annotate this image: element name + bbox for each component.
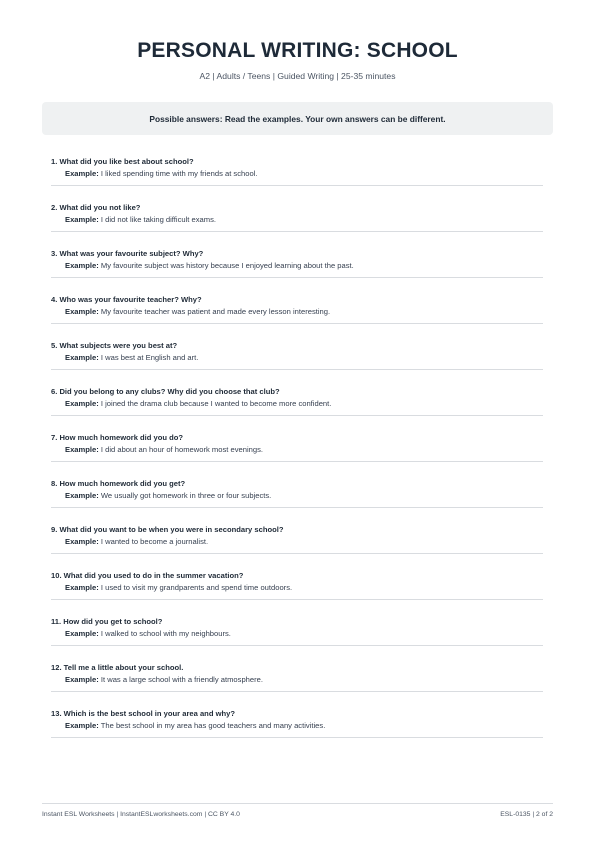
example-answer <box>65 583 292 592</box>
page-subtitle: A2 | Adults / Teens | Guided Writing | 25-35 minutes <box>199 71 396 81</box>
footer-credits: Instant ESL Worksheets | InstantESLworksheets.com | CC BY 4.0 <box>42 811 240 818</box>
question-text: 1. What did you like best about school? <box>51 157 194 166</box>
question-item <box>51 341 543 387</box>
question-item <box>51 479 543 525</box>
example-label: Example: <box>65 675 99 684</box>
question-item <box>51 295 543 341</box>
example-label: Example: <box>65 169 99 178</box>
example-text: I wanted to become a journalist. <box>100 537 209 546</box>
footer-divider <box>42 803 553 804</box>
example-label: Example: <box>65 445 99 454</box>
example-text: I was best at English and art. <box>100 353 199 362</box>
question-text: 12. Tell me a little about your school. <box>51 663 184 672</box>
question-text: 3. What was your favourite subject? Why? <box>51 249 204 258</box>
answer-line <box>51 323 543 324</box>
question-item <box>51 617 543 663</box>
example-text: I used to visit my grandparents and spend time outdoors. <box>100 583 293 592</box>
example-text: My favourite teacher was patient and made every lesson interesting. <box>100 307 331 316</box>
answer-line <box>51 599 543 600</box>
example-answer <box>65 445 263 454</box>
question-text: 6. Did you belong to any clubs? Why did you choose that club? <box>51 387 280 396</box>
question-text: 7. How much homework did you do? <box>51 433 184 442</box>
example-label: Example: <box>65 399 99 408</box>
example-text: I did about an hour of homework most evenings. <box>100 445 263 454</box>
example-label: Example: <box>65 721 99 730</box>
answer-line <box>51 461 543 462</box>
example-answer <box>65 537 208 546</box>
instructions-box <box>42 102 553 135</box>
example-answer <box>65 261 354 270</box>
example-answer <box>65 169 257 178</box>
question-text: 4. Who was your favourite teacher? Why? <box>51 295 202 304</box>
example-answer <box>65 629 231 638</box>
answer-line <box>51 691 543 692</box>
question-item <box>51 203 543 249</box>
example-answer <box>65 215 216 224</box>
question-item <box>51 663 543 709</box>
example-answer <box>65 491 271 500</box>
answer-line <box>51 185 543 186</box>
question-item <box>51 571 543 617</box>
example-text: I liked spending time with my friends at school. <box>100 169 258 178</box>
example-label: Example: <box>65 629 99 638</box>
question-text: 10. What did you used to do in the summer vacation? <box>51 571 244 580</box>
question-text: 9. What did you want to be when you were in secondary school? <box>51 525 284 534</box>
answer-line <box>51 737 543 738</box>
answer-line <box>51 415 543 416</box>
answer-line <box>51 645 543 646</box>
example-label: Example: <box>65 261 99 270</box>
example-text: It was a large school with a friendly atmosphere. <box>100 675 263 684</box>
example-answer <box>65 721 325 730</box>
example-label: Example: <box>65 353 99 362</box>
question-text: 8. How much homework did you get? <box>51 479 186 488</box>
example-answer <box>65 353 198 362</box>
answer-line <box>51 277 543 278</box>
question-item <box>51 525 543 571</box>
question-list <box>51 157 543 755</box>
question-item <box>51 157 543 203</box>
question-text: 2. What did you not like? <box>51 203 141 212</box>
example-text: My favourite subject was history because I enjoyed learning about the past. <box>100 261 354 270</box>
example-label: Example: <box>65 583 99 592</box>
example-text: We usually got homework in three or four subjects. <box>100 491 272 500</box>
example-label: Example: <box>65 537 99 546</box>
question-item <box>51 249 543 295</box>
example-text: The best school in my area has good teachers and many activities. <box>100 721 326 730</box>
example-answer <box>65 675 263 684</box>
question-text: 11. How did you get to school? <box>51 617 163 626</box>
footer-page-number: ESL-0135 | 2 of 2 <box>500 811 553 818</box>
example-text: I did not like taking difficult exams. <box>100 215 216 224</box>
answer-line <box>51 231 543 232</box>
question-item <box>51 709 543 755</box>
page-title: PERSONAL WRITING: SCHOOL <box>137 39 458 62</box>
answer-line <box>51 507 543 508</box>
question-item <box>51 387 543 433</box>
example-answer <box>65 399 331 408</box>
instructions-text: Possible answers: Read the examples. Your own answers can be different. <box>149 113 446 124</box>
example-text: I joined the drama club because I wanted to become more confident. <box>100 399 332 408</box>
example-answer <box>65 307 330 316</box>
question-item <box>51 433 543 479</box>
example-text: I walked to school with my neighbours. <box>100 629 231 638</box>
example-label: Example: <box>65 215 99 224</box>
question-text: 13. Which is the best school in your area and why? <box>51 709 235 718</box>
answer-line <box>51 369 543 370</box>
example-label: Example: <box>65 307 99 316</box>
answer-line <box>51 553 543 554</box>
example-label: Example: <box>65 491 99 500</box>
question-text: 5. What subjects were you best at? <box>51 341 178 350</box>
